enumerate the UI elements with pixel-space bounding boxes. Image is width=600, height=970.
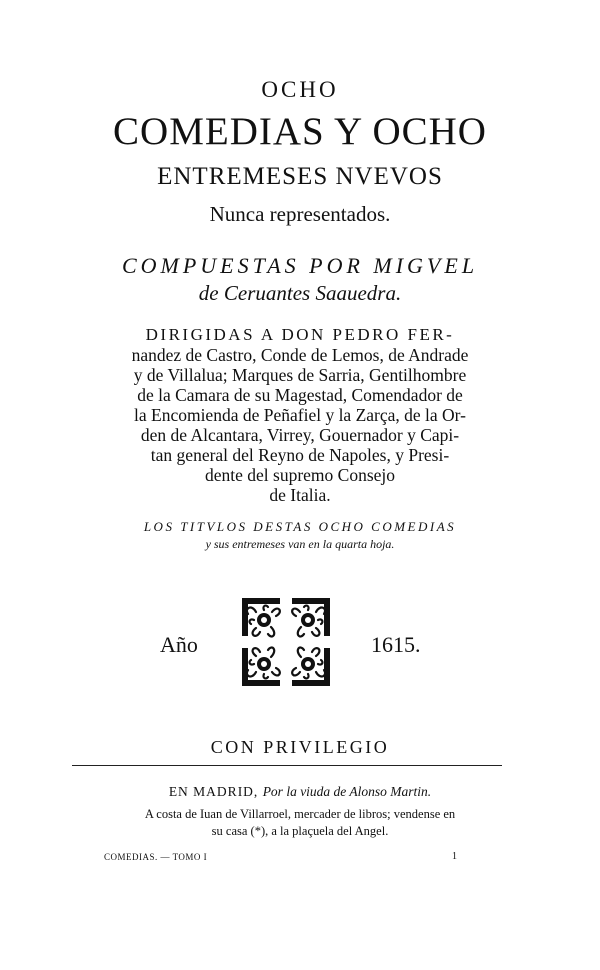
titles-note-line-1: LOS TITVLOS DESTAS OCHO COMEDIAS bbox=[143, 519, 457, 534]
imprint-line-2: A costa de Iuan de Villarroel, mercader de libros; vendense en bbox=[144, 807, 456, 821]
dedication-line: DIRIGIDAS A DON PEDRO FER- bbox=[145, 325, 455, 344]
privilege-line: CON PRIVILEGIO bbox=[210, 737, 390, 757]
imprint-printer: Por la viuda de Alonso Martin. bbox=[262, 784, 432, 799]
footer-signature: COMEDIAS. — TOMO I bbox=[104, 852, 208, 862]
imprint-line-1 bbox=[0, 785, 600, 799]
dedication-line: y de Villalua; Marques de Sarria, Gentilhombre bbox=[133, 365, 467, 385]
title-line-nunca: Nunca representados. bbox=[209, 202, 391, 226]
dedication-line: den de Alcantara, Virrey, Gouernador y Capi- bbox=[140, 425, 460, 445]
imprint-line-3: su casa (*), a la plaçuela del Angel. bbox=[211, 824, 389, 838]
footer-page-number: 1 bbox=[452, 851, 457, 862]
titles-note-line-2: y sus entremeses van en la quarta hoja. bbox=[205, 537, 395, 551]
dedication-line: de Italia. bbox=[269, 485, 331, 505]
dedication-line: tan general del Reyno de Napoles, y Presi- bbox=[150, 445, 450, 465]
author-line-compuestas: COMPUESTAS POR MIGVEL bbox=[121, 253, 479, 278]
dedication-line: dente del supremo Consejo bbox=[204, 465, 396, 485]
dedication-line: de la Camara de su Magestad, Comendador de bbox=[137, 385, 463, 405]
divider-rule bbox=[72, 765, 502, 766]
imprint-city: EN MADRID, bbox=[168, 784, 259, 799]
title-line-comedias: COMEDIAS Y OCHO bbox=[113, 110, 487, 153]
year-value: 1615. bbox=[371, 632, 421, 657]
floral-ornament-icon bbox=[234, 590, 338, 694]
title-line-entremeses: ENTREMESES NVEVOS bbox=[157, 163, 443, 190]
dedication-line: la Encomienda de Peñafiel y la Zarça, de la Or- bbox=[134, 405, 466, 425]
dedication-line: nandez de Castro, Conde de Lemos, de Andrade bbox=[131, 345, 469, 365]
year-label: Año bbox=[160, 632, 198, 657]
author-line-cervantes: de Ceruantes Saauedra. bbox=[198, 281, 402, 305]
title-line-ocho: OCHO bbox=[261, 77, 339, 102]
